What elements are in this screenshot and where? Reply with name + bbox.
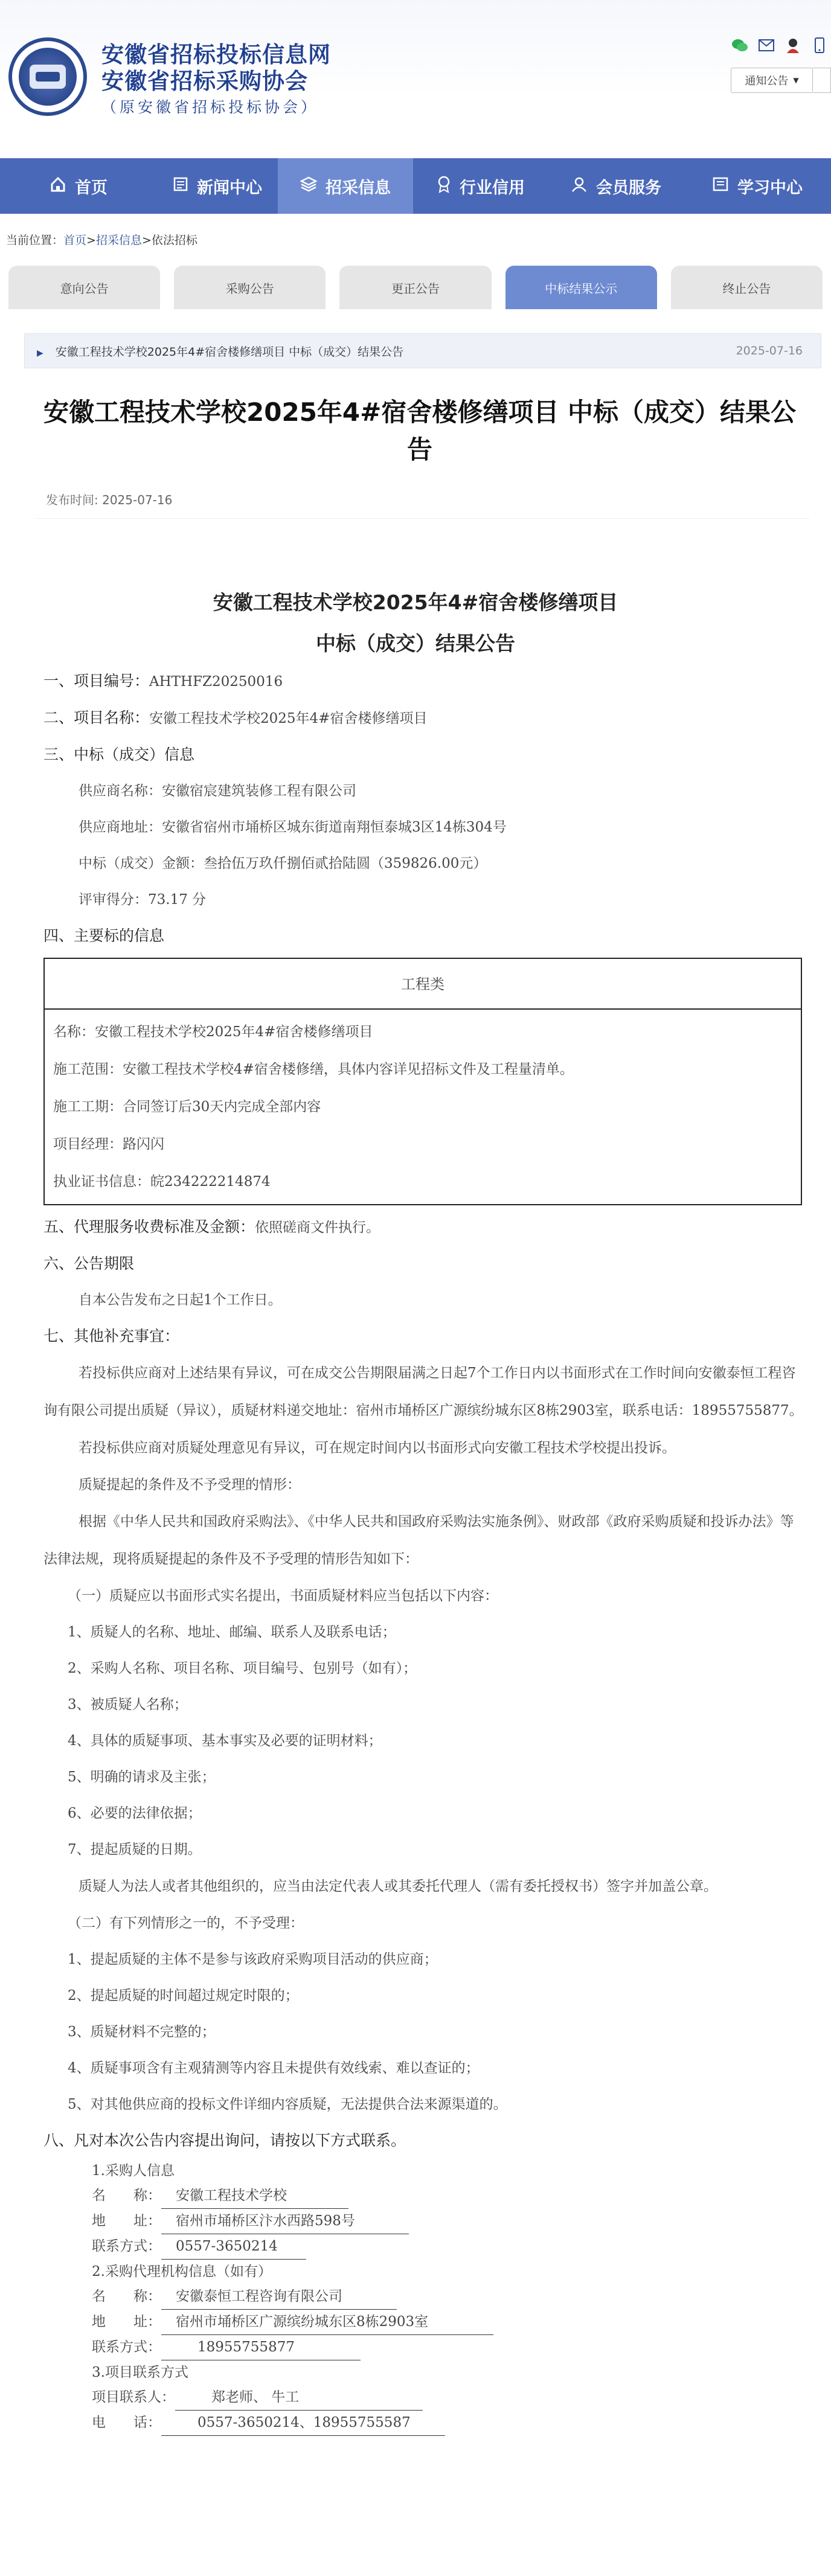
project-name: 安徽工程技术学校2025年4#宿舍楼修缮项目 (149, 711, 428, 726)
paragraph: （一）质疑应以书面形式实名提出，书面质疑材料应当包括以下内容： (68, 1588, 498, 1604)
field-label: 名 称： (92, 2188, 161, 2203)
doc-title-line1: 安徽工程技术学校2025年4#宿舍楼修缮项目 (213, 591, 618, 614)
mail-icon[interactable] (757, 36, 775, 54)
agency-address (92, 2310, 804, 2335)
paragraph: 若投标供应商对上述结果有异议，可在成交公告期限届满之日起7个工作日内以书面形式在工作时间向安徽泰恒工程咨询有限公司提出质疑（异议），质疑材料递交地址：宿州市埇桥区广源缤纷城东区8栋2903室，联系电话：18955755877。 (43, 1365, 803, 1418)
field-label: 名 称： (92, 2289, 161, 2304)
notice-period: 自本公告发布之日起1个工作日。 (79, 1292, 282, 1308)
breadcrumb-prefix: 当前位置： (6, 234, 64, 247)
caret-right-icon: ▶ (37, 348, 43, 358)
site-title-line2: 安徽省招标采购协会 (101, 68, 308, 94)
list-item: 4、具体的质疑事项、基本事实及必要的证明材料； (68, 1733, 382, 1749)
wechat-icon[interactable] (731, 36, 749, 54)
field-label: 联系方式： (92, 2339, 161, 2355)
publish-date (46, 490, 172, 508)
subject-info-table (43, 958, 802, 1205)
field-value: 郑老师、 牛工 (175, 2385, 423, 2411)
nav-news[interactable] (157, 158, 278, 214)
list-item: 1、质疑人的名称、地址、邮编、联系人及联系电话； (68, 1624, 396, 1640)
nav-home[interactable] (0, 158, 157, 214)
field-value: 安徽工程技术学校 (161, 2184, 348, 2209)
breadcrumb-home-link[interactable]: 首页 (63, 234, 87, 247)
list-item: 1、提起质疑的主体不是参与该政府采购项目活动的供应商； (68, 1952, 438, 1967)
section-heading: 八、凡对本次公告内容提出询问，请按以下方式联系。 (43, 2132, 406, 2149)
field-value: 0557-3650214 (161, 2234, 306, 2260)
list-item: 5、对其他供应商的投标文件详细内容质疑，无法提供合法来源渠道的。 (68, 2097, 507, 2112)
home-icon (50, 176, 66, 197)
contact-group-title: 3.项目联系方式 (92, 2365, 188, 2380)
section-heading: 四、主要标的信息 (43, 927, 165, 944)
site-title-line1: 安徽省招标投标信息网 (101, 41, 331, 68)
section-heading: 六、公告期限 (43, 1255, 135, 1272)
badge-icon (437, 175, 451, 197)
purchaser-name (92, 2184, 804, 2209)
breadcrumb-procurement-link[interactable]: 招采信息 (95, 234, 142, 247)
list-item: 3、质疑材料不完整的； (68, 2024, 216, 2040)
field-value: 宿州市埇桥区广源缤纷城东区8栋2903室 (161, 2310, 493, 2335)
nav-label: 会员服务 (596, 178, 661, 197)
evaluation-score: 评审得分：73.17 分 (79, 892, 207, 908)
divider (36, 518, 809, 519)
site-logo[interactable] (8, 37, 87, 116)
nav-label: 新闻中心 (197, 178, 262, 197)
field-value: 安徽泰恒工程咨询有限公司 (161, 2284, 397, 2310)
paragraph: 质疑人为法人或者其他组织的，应当由法定代表人或其委托代理人（需有委托授权书）签字并加盖公章。 (79, 1879, 717, 1894)
section-heading: 一、项目编号： (43, 672, 150, 690)
table-header: 工程类 (45, 959, 801, 1010)
site-subtitle: （原安徽省招标投标协会） (101, 98, 319, 116)
tab-intent[interactable]: 意向公告 (8, 266, 160, 309)
agency-name (92, 2284, 804, 2310)
nav-procurement[interactable] (278, 158, 413, 214)
breadcrumb-current: 依法招标 (151, 234, 197, 247)
list-item: 5、明确的请求及主张； (68, 1769, 216, 1785)
purchaser-address (92, 2209, 804, 2234)
tab-termination[interactable]: 终止公告 (671, 266, 823, 309)
nav-learning[interactable] (684, 158, 831, 214)
search-category-select[interactable] (731, 68, 813, 93)
field-value: 0557-3650214、18955755587 (161, 2411, 445, 2436)
award-amount: 中标（成交）金额：叁拾伍万玖仟捌佰贰拾陆圆（359826.00元） (79, 856, 487, 871)
project-phone (92, 2411, 804, 2436)
list-item: 2、提起质疑的时间超过规定时限的； (68, 1988, 299, 2004)
field-label: 电 话： (92, 2415, 161, 2430)
table-row: 项目经理：路闪闪 (53, 1136, 164, 1152)
search-input[interactable] (813, 68, 831, 93)
supplier-name: 供应商名称：安徽宿宸建筑装修工程有限公司 (79, 783, 356, 799)
contact-group-title: 1.采购人信息 (92, 2163, 175, 2179)
publish-date-label: 发布时间: (46, 493, 98, 507)
table-row: 执业证书信息：皖234222214874 (53, 1174, 271, 1190)
user-service-icon[interactable] (784, 36, 802, 54)
tab-award-result[interactable]: 中标结果公示 (505, 266, 657, 309)
field-label: 项目联系人： (92, 2389, 175, 2405)
nav-credit[interactable] (413, 158, 548, 214)
list-item: 4、质疑事项含有主观猜测等内容且未提供有效线索、难以查证的； (68, 2060, 480, 2076)
section-heading: 二、项目名称： (43, 709, 150, 726)
chevron-down-icon: ▼ (793, 76, 799, 85)
category-tabs (8, 266, 823, 309)
article-title: 安徽工程技术学校2025年4#宿舍楼修缮项目 中标（成交）结果公告 (43, 397, 796, 464)
list-item: 7、提起质疑的日期。 (68, 1842, 202, 1857)
paragraph: 质疑提起的条件及不予受理的情形： (79, 1477, 301, 1493)
section-project-code (43, 663, 804, 700)
top-icon-bar (731, 36, 829, 54)
site-title (101, 41, 331, 94)
project-contact (92, 2385, 804, 2411)
breadcrumb (6, 231, 197, 248)
contact-group-title: 2.采购代理机构信息（如有） (92, 2264, 272, 2280)
notice-date: 2025-07-16 (736, 344, 803, 357)
breadcrumb-separator: > (86, 234, 96, 247)
breadcrumb-separator: > (141, 234, 152, 247)
table-row: 名称：安徽工程技术学校2025年4#宿舍楼修缮项目 (53, 1024, 373, 1040)
table-row: 施工工期：合同签订后30天内完成全部内容 (53, 1099, 321, 1115)
mobile-icon[interactable] (810, 36, 829, 54)
field-value: 18955755877 (161, 2335, 361, 2360)
section-project-name (43, 700, 804, 737)
field-label: 地 址： (92, 2213, 161, 2229)
nav-member[interactable] (548, 158, 684, 214)
table-row: 施工范围：安徽工程技术学校4#宿舍楼修缮，具体内容详见招标文件及工程量清单。 (53, 1062, 574, 1077)
site-header (0, 0, 831, 158)
supplier-address: 供应商地址：安徽省宿州市埇桥区城东街道南翔恒泰城3区14栋304号 (79, 819, 507, 835)
user-icon (571, 176, 588, 197)
article-body (43, 663, 804, 2436)
section-agency-fee (43, 1209, 804, 1246)
nav-label: 行业信用 (460, 178, 525, 197)
section-heading: 五、代理服务收费标准及金额： (43, 1218, 255, 1235)
field-label: 联系方式： (92, 2238, 161, 2254)
nav-label: 招采信息 (326, 178, 391, 197)
field-label: 地 址： (92, 2314, 161, 2330)
list-item: 2、采购人名称、项目名称、项目编号、包别号（如有）； (68, 1661, 417, 1676)
section-heading: 七、其他补充事宜： (43, 1327, 180, 1345)
tab-purchase[interactable]: 采购公告 (174, 266, 326, 309)
agency-fee: 依照磋商文件执行。 (255, 1220, 380, 1235)
paragraph: 根据《中华人民共和国政府采购法》、《中华人民共和国政府采购法实施条例》、财政部《政府采购质疑和投诉办法》等法律法规，现将质疑提起的条件及不予受理的情形告知如下： (43, 1514, 794, 1567)
publish-date-value: 2025-07-16 (102, 493, 173, 507)
project-code: AHTHFZ20250016 (149, 674, 283, 690)
section-heading: 三、中标（成交）信息 (43, 746, 195, 763)
nav-label: 首页 (75, 178, 107, 197)
notice-title: 安徽工程技术学校2025年4#宿舍楼修缮项目 中标（成交）结果公告 (55, 345, 404, 359)
contact-info (43, 2159, 804, 2436)
news-icon (173, 176, 188, 196)
nav-label: 学习中心 (737, 178, 803, 197)
layers-icon (300, 176, 317, 197)
purchaser-phone (92, 2234, 804, 2260)
paragraph: 若投标供应商对质疑处理意见有异议，可在规定时间内以书面形式向安徽工程技术学校提出投诉。 (79, 1440, 676, 1456)
notice-bar[interactable] (24, 333, 821, 368)
agency-phone (92, 2335, 804, 2360)
search-category-value: 通知公告 (745, 75, 789, 88)
list-item: 6、必要的法律依据； (68, 1805, 202, 1821)
doc-title-line2: 中标（成交）结果公告 (316, 632, 515, 655)
field-value: 宿州市埇桥区汴水西路598号 (161, 2209, 409, 2234)
paragraph: （二）有下列情形之一的，不予受理： (68, 1915, 304, 1931)
book-icon (712, 176, 729, 196)
search-box (731, 68, 831, 93)
list-item: 3、被质疑人名称； (68, 1697, 188, 1713)
main-nav (0, 158, 831, 214)
tab-correction[interactable]: 更正公告 (339, 266, 491, 309)
